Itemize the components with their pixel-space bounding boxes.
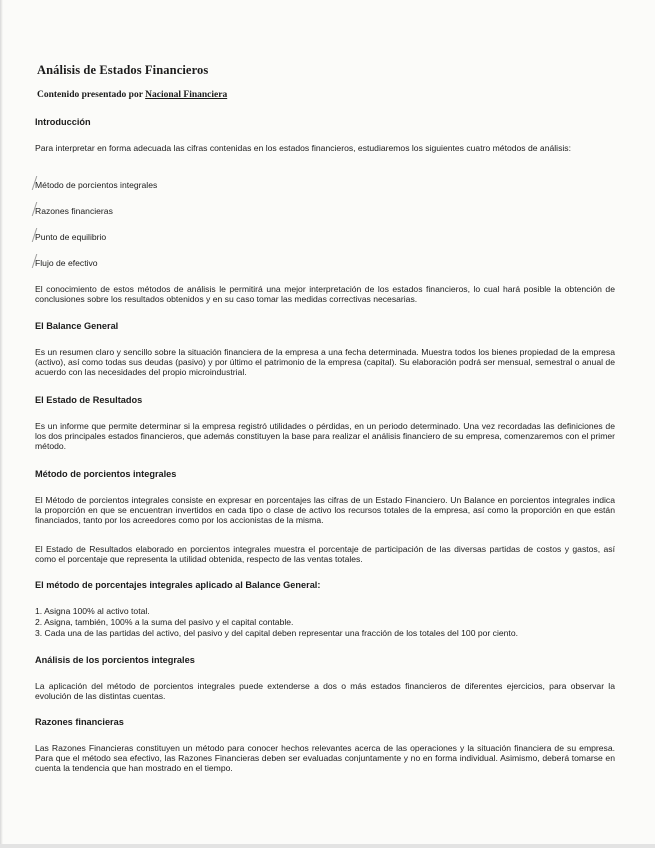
step-item: 2. Asigna, también, 100% a la suma del pasivo y el capital contable. [35, 617, 294, 627]
heading-metodo-aplicado: El método de porcentajes integrales aplicado al Balance General: [35, 580, 321, 590]
resultados-paragraph: Es un informe que permite determinar si la empresa registró utilidades o pérdidas, en un periodo determinado. Una vez recordadas las definiciones de los dos principales estados financieros, que además constituyen la base para realizar el análisis financiero de su empresa, comenzaremos con el primer método. [35, 421, 615, 452]
heading-analisis-porcientos: Análisis de los porcientos integrales [35, 655, 195, 665]
scan-edge-bottom [0, 844, 655, 848]
intro-closing-paragraph: El conocimiento de estos métodos de análisis le permitirá una mejor interpretación de los estados financieros, lo cual hará posible la obtención de conclusiones sobre los resultados obtenidos y en su caso tomar las medidas correctivas necesarias. [35, 284, 615, 305]
intro-paragraph: Para interpretar en forma adecuada las cifras contenidas en los estados financieros, estudiaremos los siguientes cuatro métodos de análisis: [35, 143, 571, 153]
publisher-link[interactable]: Nacional Financiera [145, 90, 228, 100]
heading-razones-financieras: Razones financieras [35, 717, 124, 727]
document-subtitle [37, 90, 227, 100]
heading-estado-resultados: El Estado de Resultados [35, 395, 143, 405]
razones-paragraph: Las Razones Financieras constituyen un método para conocer hechos relevantes acerca de las operaciones y la situación financiera de su empresa. Para que el método sea efectivo, las Razones Financieras deben ser evaluadas conjuntamente y no en forma individual. Asimismo, deberá tomarse en cuenta la tendencia que han mostrado en el tiempo. [35, 743, 615, 774]
scan-edge-left [0, 0, 3, 848]
document-title: Análisis de Estados Financieros [37, 63, 209, 77]
method-item-equilibrio: Punto de equilibrio [35, 232, 107, 242]
subtitle-prefix: Contenido presentado por [37, 90, 146, 100]
method-item-porcientos: Método de porcientos integrales [35, 180, 158, 190]
heading-introduccion: Introducción [35, 117, 91, 127]
porcientos-paragraph-1: El Método de porcientos integrales consiste en expresar en porcentajes las cifras de un Estado Financiero. Un Balance en porcientos integrales indica la proporción en que se encuentran invertidos en cada tipo o clase de activo los recursos totales de la empresa, así como la proporción en que están financiados, tanto por los acreedores como por los accionistas de la misma. [35, 495, 615, 526]
analisis-paragraph: La aplicación del método de porcientos integrales puede extenderse a dos o más estados financieros de diferentes ejercicios, para observar la evolución de las distintas cuentas. [35, 681, 615, 702]
method-item-flujo: Flujo de efectivo [35, 258, 98, 268]
heading-porcientos-integrales: Método de porcientos integrales [35, 469, 177, 479]
balance-paragraph: Es un resumen claro y sencillo sobre la situación financiera de la empresa a una fecha determinada. Muestra todos los bienes propiedad de la empresa (activo), así como todas sus deudas (pasivo) y por último el patrimonio de la empresa (capital). Su elaboración podrá ser mensual, semestral o anual de acuerdo con las necesidades del propio microindustrial. [35, 347, 615, 378]
method-item-razones: Razones financieras [35, 206, 113, 216]
heading-balance-general: El Balance General [35, 321, 119, 331]
porcientos-paragraph-2: El Estado de Resultados elaborado en porcientos integrales muestra el porcentaje de participación de las diversas partidas de costos y gastos, así como el porcentaje que representa la utilidad obtenida, respecto de las ventas totales. [35, 544, 615, 565]
step-item: 3. Cada una de las partidas del activo, del pasivo y del capital deben representar una fracción de los totales del 100 por ciento. [35, 628, 518, 638]
step-item: 1. Asigna 100% al activo total. [35, 606, 150, 616]
